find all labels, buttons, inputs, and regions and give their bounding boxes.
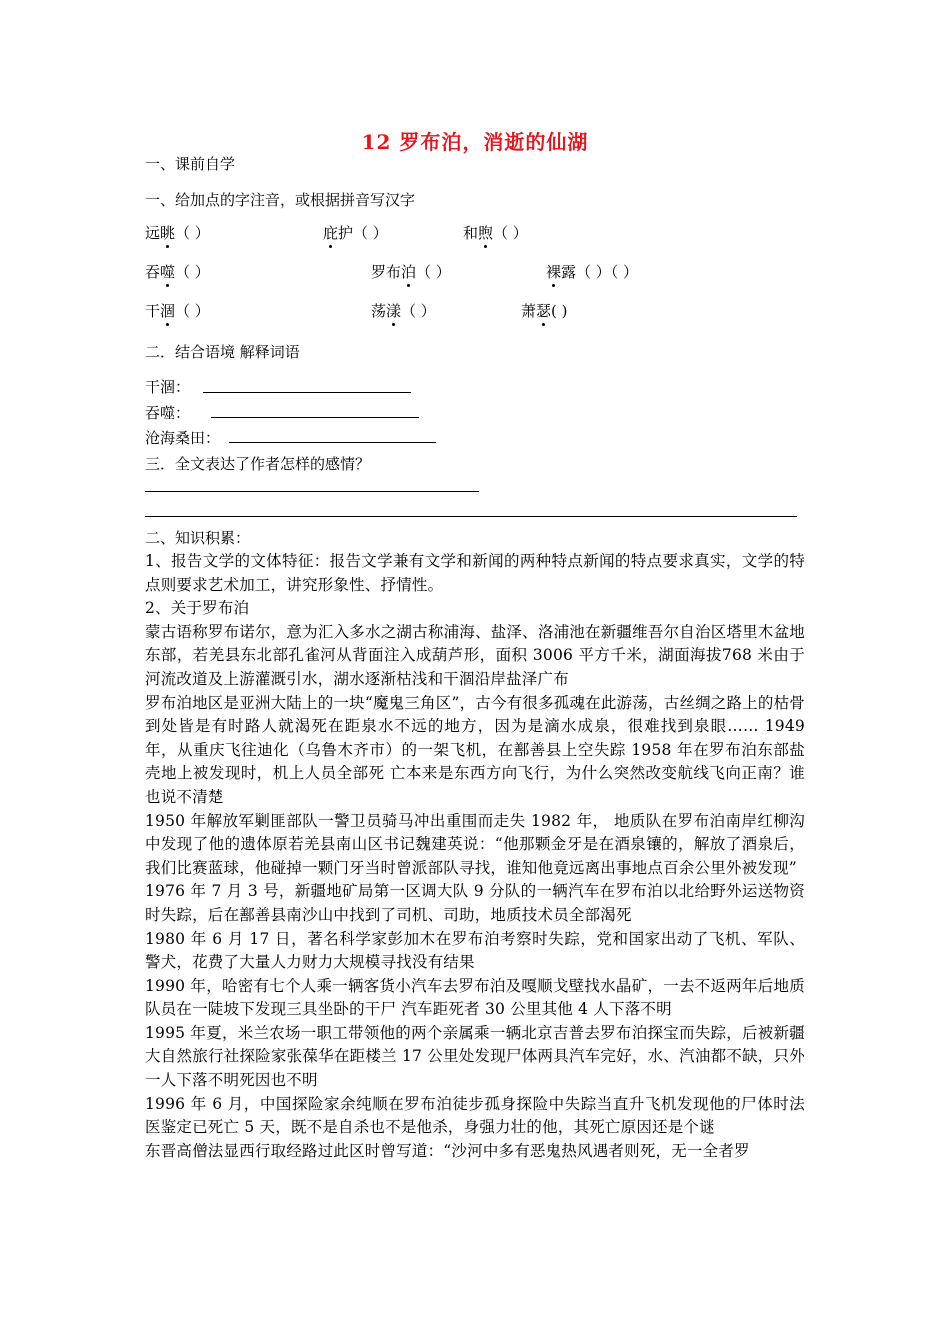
paragraph: 1995 年夏，米兰农场一职工带领他的两个亲属乘一辆北京吉普去罗布泊探宝而失踪，后被新疆大自然旅行社探险家张葆华在距楼兰 17 公里处发现尸体两具汽车完好，水、汽油都不缺，只外一人下落不明死因也不明 [145, 1023, 805, 1090]
paragraph: 东晋高僧法显西行取经路过此区时曾写道：“沙河中多有恶鬼热风遇者则死，无一全者罗 [145, 1141, 750, 1160]
answer-line [211, 417, 419, 418]
pinyin-item: 远眺（ ） [145, 224, 210, 242]
question-2-prompt: 二．结合语境 解释词语 [145, 343, 300, 361]
section-heading-knowledge: 二、知识积累： [145, 529, 251, 547]
pinyin-item: 荡漾（ ） [371, 302, 436, 320]
pinyin-item: 罗布泊（ ） [371, 263, 451, 281]
pinyin-item: 庇护（ ） [323, 224, 388, 242]
answer-line [145, 516, 797, 517]
pinyin-item: 吞噬（ ） [145, 263, 210, 281]
knowledge-text [145, 550, 805, 1163]
pinyin-item: 萧瑟( ) [521, 302, 568, 320]
paragraph: 1、报告文学的文体特征：报告文学兼有文学和新闻的两种特点新闻的特点要求真实，文学的特点则要求艺术加工，讲究形象性、抒情性。 [145, 552, 805, 594]
paragraph: 1980 年 6 月 17 日，著名科学家彭加木在罗布泊考察时失踪，党和国家出动了飞机、军队、警犬，花费了大量人力财力大规模寻找没有结果 [145, 929, 805, 972]
question-1-prompt: 一、给加点的字注音，或根据拼音写汉字 [145, 191, 416, 209]
answer-line [229, 442, 436, 443]
term-label: 吞噬： [145, 404, 191, 422]
paragraph: 1996 年 6 月，中国探险家余纯顺在罗布泊徒步孤身探险中失踪当直升飞机发现他的尸体时法医鉴定已死亡 5 天，既不是自杀也不是他杀，身强力壮的他，其死亡原因还是个谜 [145, 1094, 805, 1137]
paragraph: 罗布泊地区是亚洲大陆上的一块“魔鬼三角区”，古今有很多孤魂在此游荡，古丝绸之路上的枯骨到处皆是有时路人就渴死在距泉水不远的地方，因为是滴水成泉，很难找到泉眼…… 1949 年，从重庆飞往迪化（乌鲁木齐市）的一架飞机，在鄯善县上空失踪 1958 年在罗布泊东部盐壳地上被发现时，机上人员全部死 亡本来是东西方向飞行，为什么突然改变航线飞向正南？谁也说不清楚 [145, 693, 805, 806]
answer-line [145, 491, 479, 492]
paragraph: 1990 年，哈密有七个人乘一辆客货小汽车去罗布泊及嘎顺戈壁找水晶矿，一去不返两年后地质队员在一陡坡下发现三具坐卧的干尸 汽车距死者 30 公里其他 4 人下落不明 [145, 976, 805, 1019]
paragraph: 蒙古语称罗布诺尔，意为汇入多水之湖古称浦海、盐泽、洛浦池在新疆维吾尔自治区塔里木盆地东部，若羌县东北部孔雀河从背面注入成葫芦形，面积 3006 平方千米，湖面海拔768 米由于河流改道及上游灌溉引水，湖水逐渐枯浅和干涸沿岸盐泽广布 [145, 622, 805, 688]
answer-line [203, 392, 411, 393]
pinyin-item: 干涸（ ） [145, 302, 210, 320]
paragraph: 1976 年 7 月 3 号，新疆地矿局第一区调大队 9 分队的一辆汽车在罗布泊以北给野外运送物资时失踪，后在鄯善县南沙山中找到了司机、司助，地质技术员全部渴死 [145, 882, 805, 924]
term-label: 干涸： [145, 378, 191, 396]
paragraph: 2、关于罗布泊 [145, 599, 250, 618]
term-label: 沧海桑田： [145, 429, 221, 447]
question-3-prompt: 三．全文表达了作者怎样的感情？ [145, 455, 371, 473]
paragraph: 1950 年解放军剿匪部队一警卫员骑马冲出重围而走失 1982 年， 地质队在罗布泊南岸红柳沟中发现了他的遗体原若羌县南山区书记魏建英说：“他那颗金牙是在酒泉镶的，解放了酒泉后，我们比赛蓝球，他碰掉一颗门牙当时曾派部队寻找，谁知他竟远离出事地点百余公里外被发现” [145, 811, 805, 877]
page-title: 12 罗布泊，消逝的仙湖 [361, 130, 589, 154]
section-heading-preview: 一、课前自学 [145, 155, 236, 173]
pinyin-item: 裸露（ ）（ ） [546, 263, 639, 281]
pinyin-item: 和煦（ ） [463, 224, 528, 242]
